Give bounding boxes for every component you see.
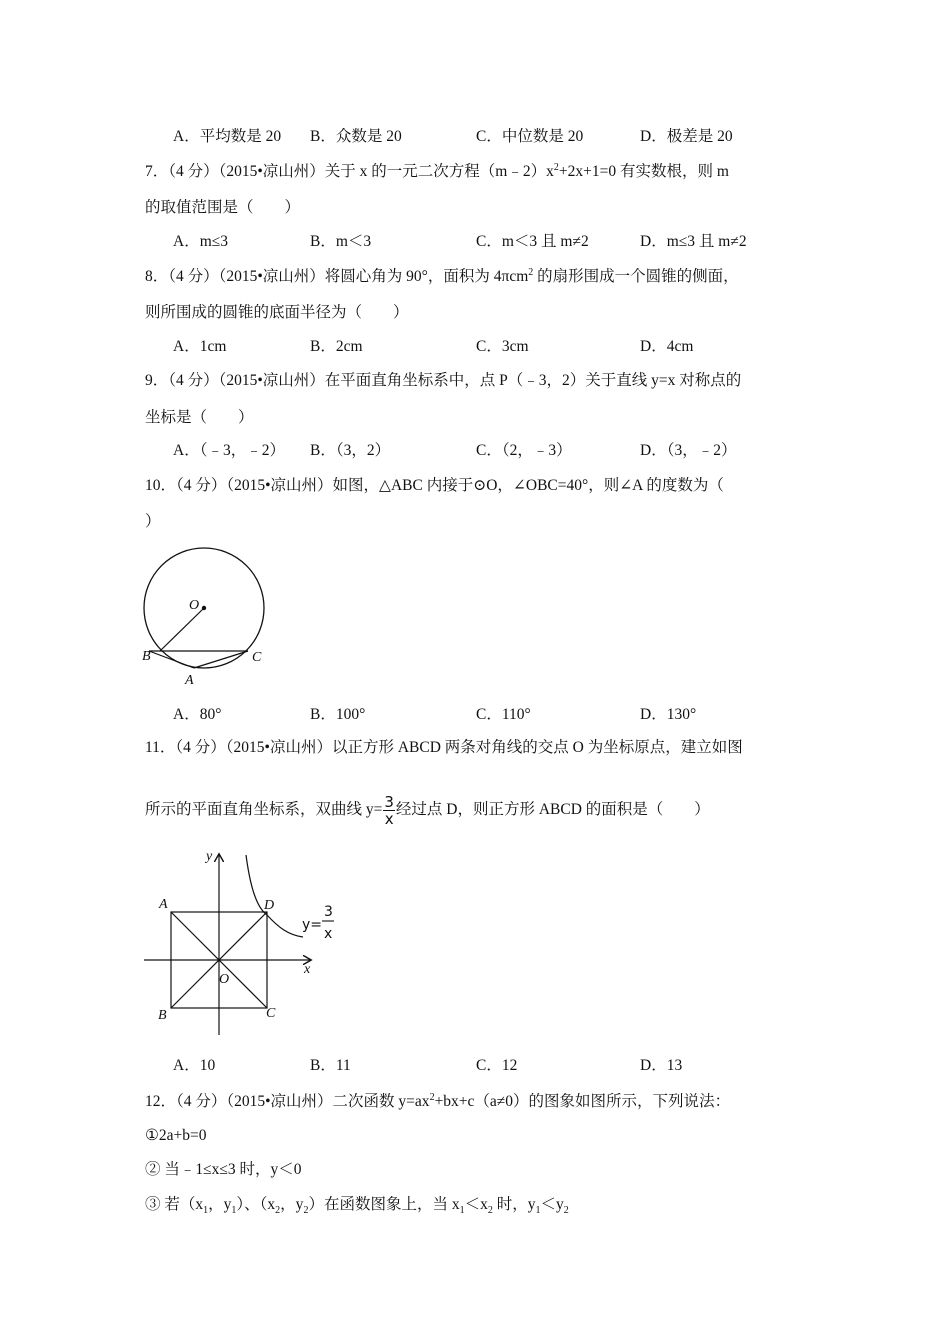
q11-line2-prefix: 所示的平面直角坐标系，双曲线 y=	[145, 801, 383, 818]
s3-part: ，y	[280, 1196, 304, 1213]
label-y-axis: y	[206, 849, 213, 864]
s3-sub: 1	[203, 1205, 209, 1217]
q7-option-a: A．m≤3	[173, 233, 229, 250]
segment-ba	[149, 651, 194, 668]
q7-sup: 2	[553, 161, 559, 173]
q9-option-b: B．（3，2）	[310, 442, 391, 459]
label-o: O	[189, 598, 200, 613]
q7-prefix: 7．（4 分）（2015•凉山州）关于 x 的一元二次方程（m﹣2）x	[145, 163, 554, 180]
q10-option-b: B．100°	[310, 706, 366, 723]
q8-stem-line1	[145, 267, 739, 287]
q12-stem-line1	[145, 1092, 730, 1112]
q11-option-a: A．10	[173, 1057, 216, 1074]
label-c: C	[252, 650, 262, 665]
q10-option-c: C．110°	[476, 706, 531, 723]
label-c: C	[266, 1006, 276, 1021]
q11-stem-line1: 11．（4 分）（2015•凉山州）以正方形 ABCD 两条对角线的交点 O 为坐标原点，建立如图	[145, 739, 743, 756]
q7-stem-line2: 的取值范围是（ ）	[145, 199, 301, 216]
q9-option-d: D．（3，﹣2）	[640, 442, 737, 459]
q11-option-b: B．11	[310, 1057, 351, 1074]
s3-sub: 2	[563, 1205, 569, 1217]
label-d: D	[264, 898, 275, 913]
q6-option-a: A．平均数是 20	[173, 128, 282, 145]
s3-part: ③ 若（x	[145, 1196, 204, 1213]
curve-label-numerator: 3	[324, 904, 333, 920]
q12-sup: 2	[429, 1091, 435, 1103]
q8-stem-line2: 则所围成的圆锥的底面半径为（ ）	[145, 304, 409, 321]
q8-option-b: B．2cm	[310, 338, 363, 355]
s3-sub: 1	[231, 1205, 237, 1217]
curve-label-denominator: x	[324, 926, 333, 942]
q6-option-b: B．众数是 20	[310, 128, 402, 145]
segment-ob	[160, 608, 204, 651]
label-a: A	[185, 673, 194, 688]
q8-option-d: D．4cm	[640, 338, 694, 355]
q9-stem-line2: 坐标是（ ）	[145, 409, 254, 426]
q11-square-hyperbola-figure	[138, 845, 348, 1040]
q12-statement-2: ② 当﹣1≤x≤3 时，y＜0	[145, 1161, 302, 1178]
s3-sub: 2	[487, 1205, 493, 1217]
q6-option-d: D．极差是 20	[640, 128, 733, 145]
q7-option-c: C．m＜3 且 m≠2	[476, 233, 589, 250]
q10-circle-figure	[136, 545, 276, 690]
s3-part: 时，y	[492, 1196, 536, 1213]
s3-part: ，y	[208, 1196, 232, 1213]
q8-option-a: A．1cm	[173, 338, 227, 355]
s3-sub: 2	[303, 1205, 309, 1217]
q12-suffix: +bx+c（a≠0）的图象如图所示，下列说法：	[434, 1093, 731, 1110]
q11-stem-line2	[145, 792, 710, 828]
q9-option-a: A．（﹣3，﹣2）	[173, 442, 285, 459]
fraction-3-over-x	[383, 794, 395, 827]
s3-sub: 2	[275, 1205, 281, 1217]
q6-option-c: C．中位数是 20	[476, 128, 584, 145]
fraction-numerator: 3	[384, 792, 394, 811]
q12-statement-1: ①2a+b=0	[145, 1127, 207, 1144]
label-x-axis: x	[304, 962, 311, 977]
s3-part: ＜y	[540, 1196, 564, 1213]
fraction-denominator: x	[384, 809, 394, 828]
q7-suffix: +2x+1=0 有实数根，则 m	[558, 163, 729, 180]
q10-stem-line2: ）	[145, 513, 161, 530]
q11-line2-suffix: 经过点 D，则正方形 ABCD 的面积是（ ）	[395, 801, 710, 818]
label-o: O	[219, 972, 230, 987]
label-b: B	[142, 649, 151, 664]
label-b: B	[158, 1008, 167, 1023]
q8-prefix: 8．（4 分）（2015•凉山州）将圆心角为 90°，面积为 4πcm	[145, 268, 529, 285]
q12-prefix: 12．（4 分）（2015•凉山州）二次函数 y=ax	[145, 1093, 430, 1110]
q9-stem-line1: 9．（4 分）（2015•凉山州）在平面直角坐标系中，点 P（﹣3，2）关于直线 y=x 对称点的	[145, 372, 742, 389]
s3-part: ＜x	[464, 1196, 488, 1213]
q7-option-b: B．m＜3	[310, 233, 372, 250]
q8-suffix: 的扇形围成一个圆锥的侧面，	[533, 268, 739, 285]
q10-option-d: D．130°	[640, 706, 697, 723]
q11-option-d: D．13	[640, 1057, 683, 1074]
s3-sub: 1	[459, 1205, 465, 1217]
q7-stem-line1	[145, 162, 729, 182]
q7-option-d: D．m≤3 且 m≠2	[640, 233, 747, 250]
s3-part: ）、（x	[236, 1196, 276, 1213]
q12-statement-3	[145, 1195, 569, 1215]
label-a: A	[159, 897, 168, 912]
s3-sub: 1	[535, 1205, 541, 1217]
s3-part: ）在函数图象上，当 x	[308, 1196, 460, 1213]
q8-sup: 2	[528, 266, 534, 278]
q10-stem-line1: 10．（4 分）（2015•凉山州）如图，△ABC 内接于⊙O，∠OBC=40°，则∠A 的度数为（	[145, 477, 724, 494]
q10-option-a: A．80°	[173, 706, 222, 723]
q8-option-c: C．3cm	[476, 338, 529, 355]
q9-option-c: C．（2，﹣3）	[476, 442, 572, 459]
q11-option-c: C．12	[476, 1057, 518, 1074]
curve-label-lhs: y=	[302, 917, 323, 933]
